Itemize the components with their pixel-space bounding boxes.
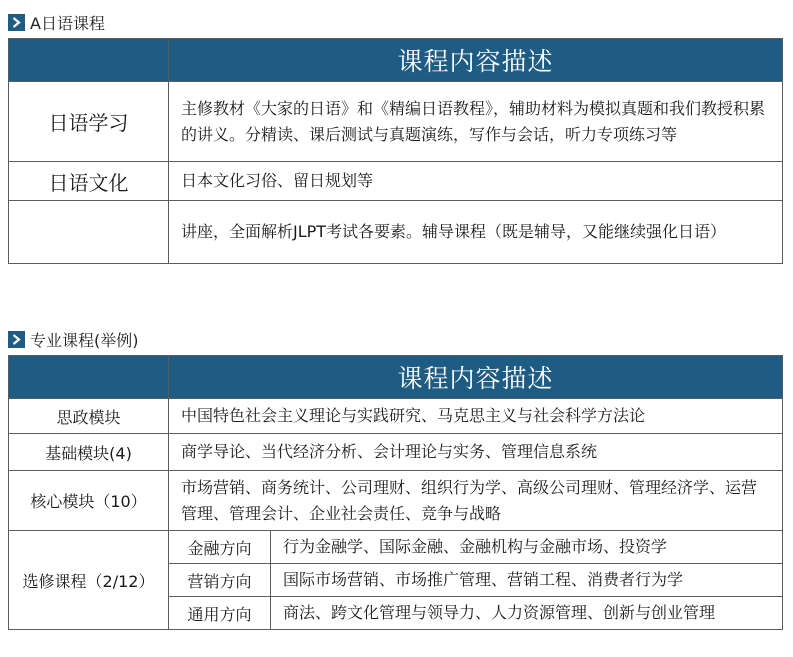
section-title-japanese: [8, 11, 105, 34]
module-name: 思政模块: [9, 399, 169, 434]
module-description: 市场营销、商务统计、公司理财、组织行为学、高级公司理财、管理经济学、运营管理、管理会计、企业社会责任、竞争与战略: [169, 471, 783, 531]
table-row: [9, 531, 783, 564]
table-row: [9, 201, 783, 264]
course-description: 主修教材《大家的日语》和《精编日语教程》，辅助材料为模拟真题和我们教授积累的讲义。分精读、课后测试与真题演练，写作与会话，听力专项练习等: [169, 82, 783, 162]
track-name: 金融方向: [169, 531, 271, 564]
track-name: 营销方向: [169, 564, 271, 597]
section-title-text: A日语课程: [30, 14, 105, 33]
module-description: 中国特色社会主义理论与实践研究、马克思主义与社会科学方法论: [169, 399, 783, 434]
major-course-table: [8, 355, 783, 630]
table-row: [9, 471, 783, 531]
section-title-major: [8, 328, 139, 351]
course-name: 日语学习: [9, 82, 169, 162]
japanese-course-table: [8, 38, 783, 264]
header-blank-cell: [9, 356, 169, 399]
table-row: [9, 162, 783, 201]
header-blank-cell: [9, 39, 169, 82]
table-header-row: [9, 356, 783, 399]
track-description: 国际市场营销、市场推广管理、营销工程、消费者行为学: [271, 564, 783, 597]
track-description: 行为金融学、国际金融、金融机构与金融市场、投资学: [271, 531, 783, 564]
module-name: 核心模块（10）: [9, 471, 169, 531]
track-name: 通用方向: [169, 597, 271, 630]
section-title-text: 专业课程(举例): [30, 331, 139, 350]
course-name: 日语文化: [9, 162, 169, 201]
track-description: 商法、跨文化管理与领导力、人力资源管理、创新与创业管理: [271, 597, 783, 630]
module-name: 基础模块(4): [9, 434, 169, 471]
table-row: [9, 434, 783, 471]
table-row: [9, 399, 783, 434]
chevron-right-icon: [8, 14, 25, 31]
course-description: 日本文化习俗、留日规划等: [169, 162, 783, 201]
course-name: [9, 201, 169, 264]
header-title: 课程内容描述: [169, 39, 783, 82]
module-description: 商学导论、当代经济分析、会计理论与实务、管理信息系统: [169, 434, 783, 471]
header-title: 课程内容描述: [169, 356, 783, 399]
chevron-right-icon: [8, 331, 25, 348]
table-row: [9, 82, 783, 162]
elective-name: 选修课程（2/12）: [9, 531, 169, 630]
table-header-row: [9, 39, 783, 82]
course-description: 讲座，全面解析JLPT考试各要素。辅导课程（既是辅导，又能继续强化日语）: [169, 201, 783, 264]
